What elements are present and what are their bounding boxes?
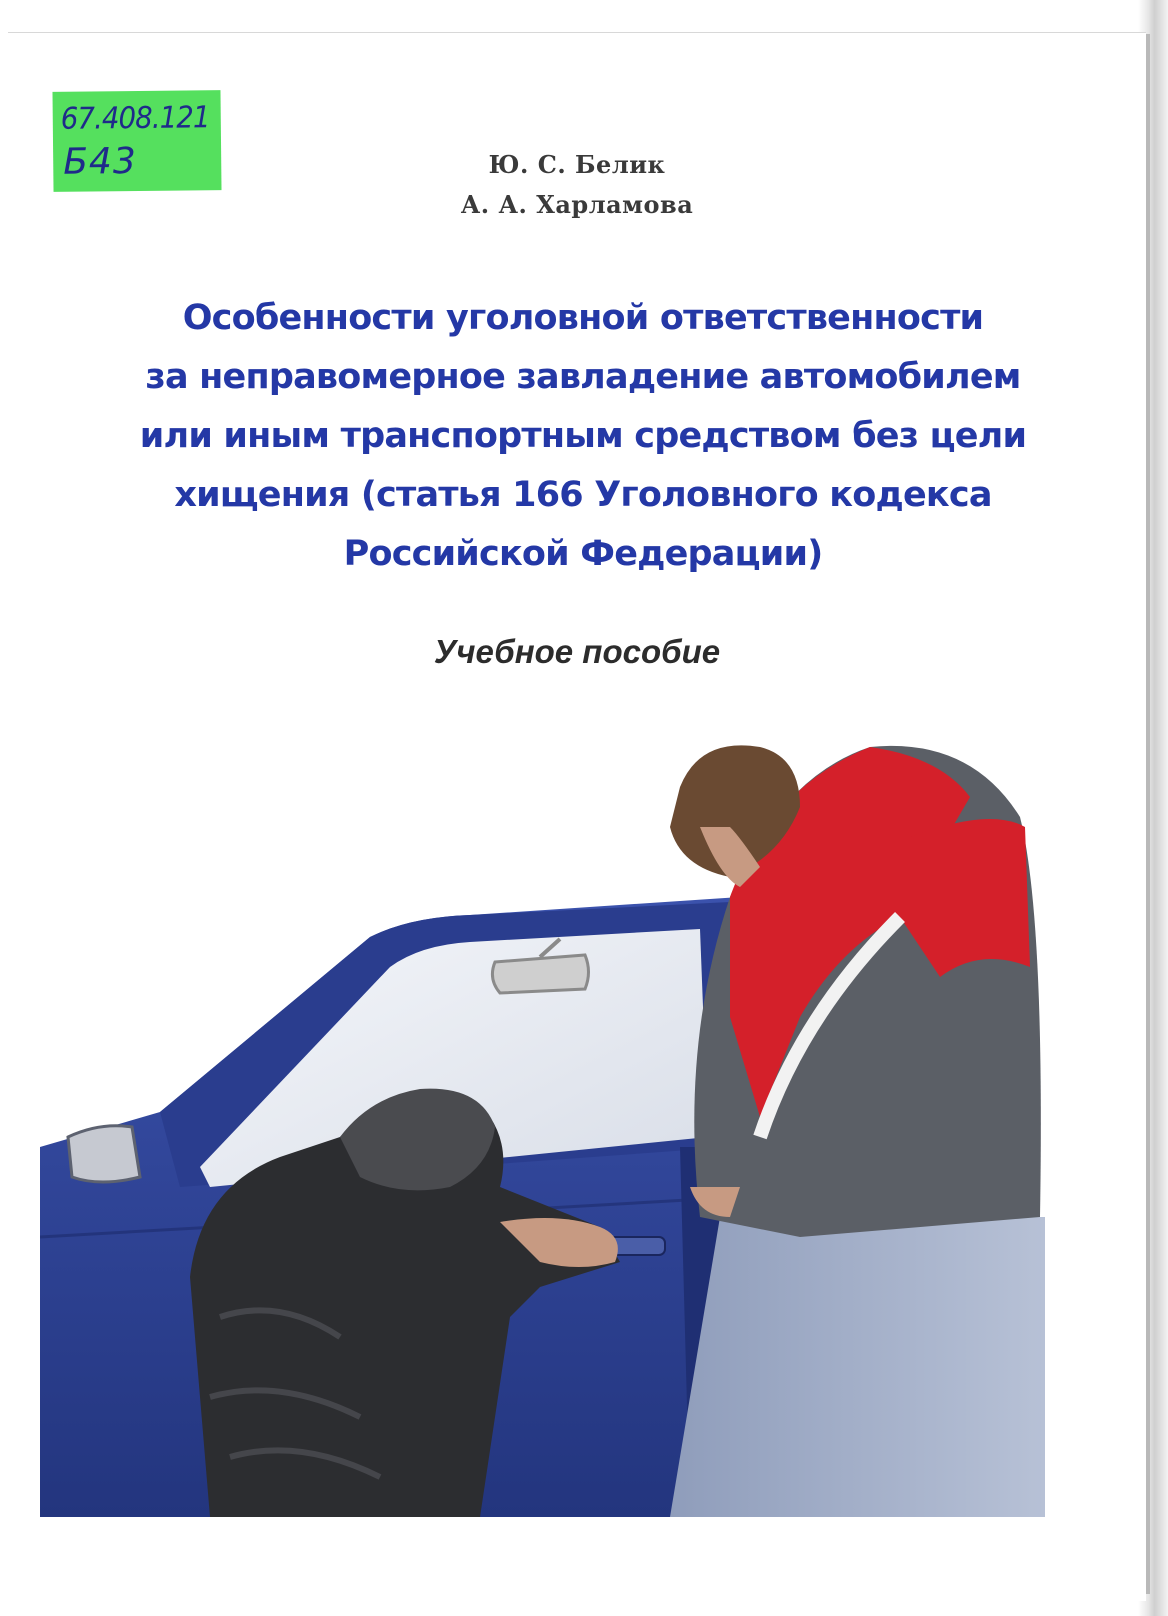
authors-block xyxy=(8,145,1146,225)
title-line-4: хищения (статья 166 Уголовного кодекса xyxy=(174,475,992,515)
sticker-classification-code: 67.408.121 xyxy=(60,100,210,137)
title-line-5: Российской Федерации) xyxy=(343,534,823,574)
sticker-author-mark: Б43 xyxy=(63,141,137,183)
book-title xyxy=(68,289,1098,584)
cover-illustration xyxy=(40,717,1045,1517)
author-2: А. А. Харламова xyxy=(460,190,694,219)
title-line-1: Особенности уголовной ответственности xyxy=(182,298,984,338)
author-1: Ю. С. Белик xyxy=(488,150,666,179)
title-line-2: за неправомерное завладение автомобилем xyxy=(145,357,1021,397)
book-subtitle: Учебное пособие xyxy=(433,633,721,670)
title-line-3: или иным транспортным средством без цели xyxy=(139,416,1027,456)
book-cover xyxy=(8,32,1146,1601)
scanner-edge-line xyxy=(1146,34,1150,1594)
standing-person-shape xyxy=(670,745,1045,1517)
